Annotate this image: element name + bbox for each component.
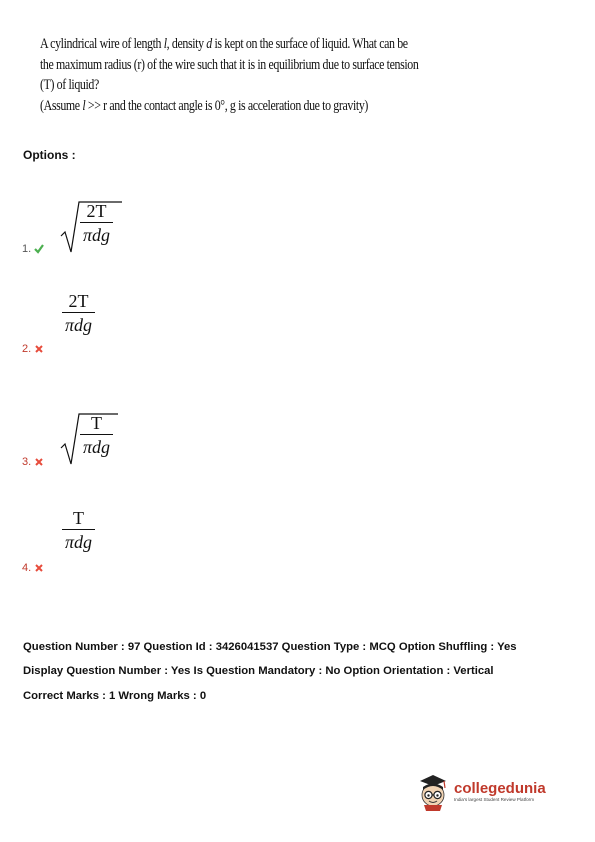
question-text [40, 34, 443, 116]
collegedunia-logo [416, 768, 566, 814]
options-heading: Options : [23, 148, 76, 162]
check-icon [34, 244, 44, 254]
question-line-3: (T) of liquid? [40, 77, 99, 93]
cross-icon [34, 563, 44, 573]
logo-name: collegedunia [454, 779, 546, 797]
option-4-numerator: T [73, 508, 85, 528]
question-line-1: A cylindrical wire of length l, density d is kept on the surface of liquid. What can be [40, 36, 408, 52]
option-4-number: 4. [22, 562, 44, 574]
question-meta-line-1: Question Number : 97 Question Id : 3426041537 Question Type : MCQ Option Shuffling : Yes [23, 641, 517, 653]
option-3-numerator: T [91, 413, 103, 433]
option-1-denominator: πdg [83, 225, 111, 245]
question-line-2: the maximum radius (r) of the wire such that it is in equilibrium due to surface tension [40, 56, 419, 73]
option-2-formula [62, 290, 95, 337]
cross-icon [34, 344, 44, 354]
question-line-4: (Assume l >> r and the contact angle is 0°, g is acceleration due to gravity) [40, 97, 368, 114]
mascot-icon [416, 771, 450, 811]
option-2-number: 2. [22, 343, 44, 355]
option-2-denominator: πdg [65, 315, 93, 335]
option-3-number: 3. [22, 456, 44, 468]
option-1-number: 1. [22, 243, 44, 255]
option-4-formula [62, 507, 95, 554]
logo-tagline: India's largest Student Review Platform [454, 796, 535, 802]
option-3-denominator: πdg [83, 437, 111, 457]
option-4-denominator: πdg [65, 532, 93, 552]
question-meta-line-2: Display Question Number : Yes Is Question Mandatory : No Option Orientation : Vertical [23, 665, 494, 677]
option-1-numerator: 2T [86, 201, 107, 221]
option-2-numerator: 2T [68, 291, 89, 311]
question-meta-line-3: Correct Marks : 1 Wrong Marks : 0 [23, 690, 207, 702]
cross-icon [34, 457, 44, 467]
